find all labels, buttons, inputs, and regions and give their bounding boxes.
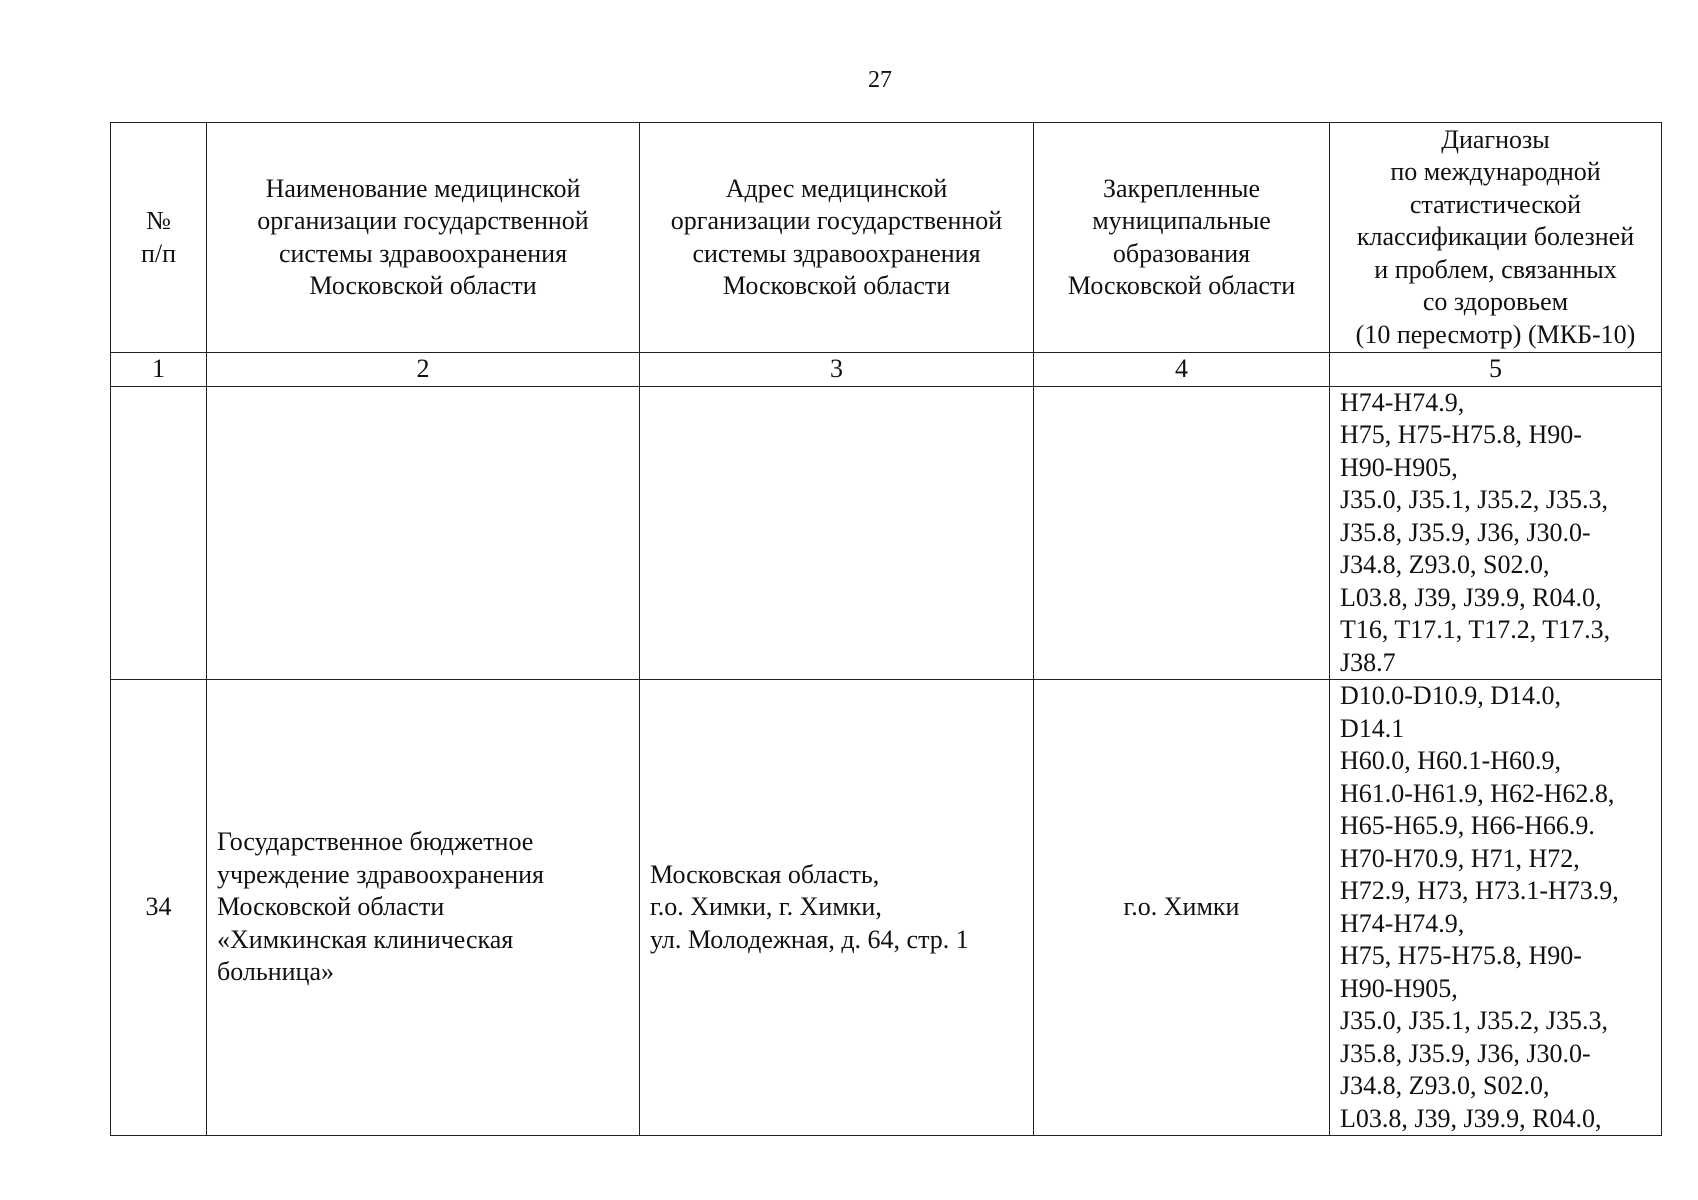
header-num	[111, 123, 207, 353]
header-diagnoses-line: и проблем, связанных	[1374, 254, 1617, 284]
diagnosis-line: H65-H65.9, H66-H66.9.	[1340, 811, 1595, 840]
address-line: г.о. Химки, г. Химки,	[650, 892, 882, 922]
header-num-line: №	[146, 206, 171, 235]
header-municipal	[1034, 123, 1330, 353]
diagnosis-line: H74-H74.9,	[1340, 908, 1465, 938]
diagnosis-line: J35.8, J35.9, J36, J30.0-	[1340, 517, 1591, 547]
name-line: Московской области	[217, 892, 445, 922]
row-num-cell: 34	[111, 680, 207, 1136]
diagnosis-line: D14.1	[1340, 713, 1405, 743]
header-municipal-line: Московской области	[1067, 271, 1296, 300]
column-number: 5	[1330, 353, 1662, 387]
diagnosis-line: H60.0, H60.1-H60.9,	[1340, 746, 1561, 775]
header-address-line: организации государственной	[670, 206, 1003, 235]
diagnosis-line: J35.8, J35.9, J36, J30.0-	[1340, 1038, 1591, 1068]
diagnosis-line: T16, T17.1, T17.2, T17.3,	[1340, 615, 1611, 644]
diagnosis-line: J34.8, Z93.0, S02.0,	[1340, 1071, 1550, 1100]
name-line: «Химкинская клиническая	[217, 924, 514, 954]
header-row	[111, 123, 1662, 353]
header-name-line: организации государственной	[257, 206, 589, 235]
header-address	[640, 123, 1034, 353]
header-address-line: системы здравоохранения	[692, 238, 981, 268]
header-diagnoses	[1330, 123, 1662, 353]
header-name-line: Московской области	[309, 271, 537, 300]
diagnosis-line: H90-H905,	[1340, 973, 1458, 1003]
column-number: 3	[640, 353, 1034, 387]
page-number: 27	[868, 67, 892, 93]
header-address-line: Московской области	[722, 271, 951, 300]
table-row	[111, 680, 1662, 1136]
row-municipal-cell	[1034, 386, 1330, 680]
column-number-row	[111, 353, 1662, 387]
row-address-cell	[640, 386, 1034, 680]
diagnoses-table	[110, 122, 1662, 1136]
name-line: Государственное бюджетное	[217, 827, 534, 857]
diagnosis-line: H70-H70.9, H71, H72,	[1340, 843, 1580, 873]
header-diagnoses-line: (10 пересмотр) (МКБ-10)	[1355, 319, 1636, 349]
header-diagnoses-line: статистической	[1409, 189, 1582, 219]
diagnosis-line: H74-H74.9,	[1340, 387, 1465, 417]
address-line: Московская область,	[650, 859, 880, 889]
header-municipal-line: образования	[1112, 238, 1251, 268]
column-number: 1	[111, 353, 207, 387]
diagnosis-line: L03.8, J39, J39.9, R04.0,	[1340, 582, 1602, 612]
header-num-line: п/п	[140, 238, 177, 268]
name-line: учреждение здравоохранения	[217, 859, 545, 889]
diagnosis-line: L03.8, J39, J39.9, R04.0,	[1340, 1103, 1602, 1133]
address-line: ул. Молодежная, д. 64, стр. 1	[650, 924, 969, 954]
row-diagnoses-cell	[1330, 680, 1662, 1136]
row-num-cell	[111, 386, 207, 680]
header-diagnoses-line: со здоровьем	[1422, 287, 1569, 317]
row-diagnoses-cell	[1330, 386, 1662, 680]
header-diagnoses-line: Диагнозы	[1441, 124, 1550, 154]
header-diagnoses-line: по международной	[1390, 157, 1601, 187]
diagnosis-line: H75, H75-H75.8, H90-	[1340, 420, 1582, 449]
name-line: больница»	[217, 957, 334, 987]
row-name-cell	[207, 680, 640, 1136]
column-number: 2	[207, 353, 640, 387]
header-address-line: Адрес медицинской	[725, 173, 948, 203]
header-name-line: Наименование медицинской	[265, 173, 581, 203]
table-row-continued	[111, 386, 1662, 680]
header-diagnoses-line: классификации болезней	[1356, 222, 1635, 252]
diagnosis-line: H75, H75-H75.8, H90-	[1340, 941, 1582, 970]
row-address-cell	[640, 680, 1034, 1136]
diagnosis-line: J34.8, Z93.0, S02.0,	[1340, 550, 1550, 579]
row-name-cell	[207, 386, 640, 680]
diagnosis-line: H90-H905,	[1340, 452, 1458, 482]
header-name-line: системы здравоохранения	[278, 238, 568, 268]
row-municipal-cell: г.о. Химки	[1034, 680, 1330, 1136]
header-name	[207, 123, 640, 353]
diagnosis-line: D10.0-D10.9, D14.0,	[1340, 681, 1561, 710]
header-municipal-line: Закрепленные	[1102, 173, 1260, 203]
diagnosis-line: H72.9, H73, H73.1-H73.9,	[1340, 876, 1619, 905]
diagnosis-line: J35.0, J35.1, J35.2, J35.3,	[1340, 485, 1608, 514]
header-municipal-line: муниципальные	[1092, 206, 1271, 235]
diagnosis-line: H61.0-H61.9, H62-H62.8,	[1340, 778, 1615, 808]
column-number: 4	[1034, 353, 1330, 387]
diagnosis-line: J35.0, J35.1, J35.2, J35.3,	[1340, 1006, 1608, 1035]
diagnosis-line: J38.7	[1340, 647, 1396, 677]
